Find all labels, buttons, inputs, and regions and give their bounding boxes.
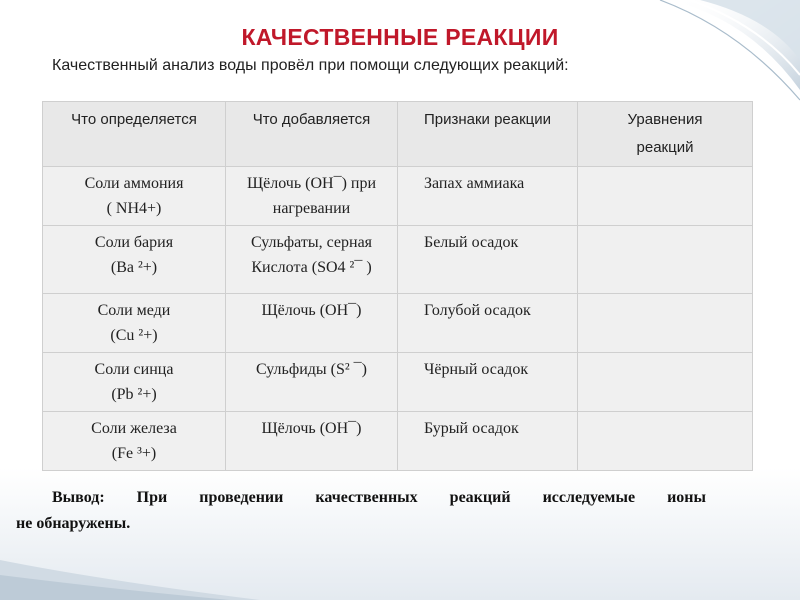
cell-equation (578, 353, 753, 412)
cell-substance: Соли меди (Cu ²+) (43, 294, 226, 353)
cell-sign: Запах аммиака (398, 167, 578, 226)
cell-substance: Соли синца (Pb ²+) (43, 353, 226, 412)
cell-substance: Соли бария (Ba ²+) (43, 226, 226, 294)
header-cell-determined: Что определяется (43, 102, 226, 167)
cell-equation (578, 294, 753, 353)
cell-reagent: Сульфаты, серная Кислота (SO4 ²¯ ) (226, 226, 398, 294)
cell-sign: Чёрный осадок (398, 353, 578, 412)
table-row (43, 226, 753, 294)
table-header-row (43, 102, 753, 167)
cell-equation (578, 412, 753, 471)
cell-equation (578, 226, 753, 294)
table-row (43, 412, 753, 471)
table-row (43, 353, 753, 412)
cell-reagent: Щёлочь (OH¯) при нагревании (226, 167, 398, 226)
cell-sign: Голубой осадок (398, 294, 578, 353)
header-cell-signs: Признаки реакции (398, 102, 578, 167)
header-cell-equations: Уравнения реакций (578, 102, 753, 167)
cell-substance: Соли железа (Fe ³+) (43, 412, 226, 471)
header-cell-added: Что добавляется (226, 102, 398, 167)
slide-subtitle: Качественный анализ воды провёл при помощи следующих реакций: (52, 57, 569, 74)
reactions-table (42, 101, 753, 471)
cell-sign: Бурый осадок (398, 412, 578, 471)
conclusion-text (16, 485, 706, 537)
corner-decoration-bottom-left (0, 530, 260, 600)
conclusion-line-2: не обнаружены. (16, 515, 131, 532)
corner-decoration-top-right (630, 0, 800, 110)
cell-reagent: Сульфиды (S² ¯) (226, 353, 398, 412)
cell-reagent: Щёлочь (OH¯) (226, 412, 398, 471)
cell-reagent: Щёлочь (OH¯) (226, 294, 398, 353)
cell-equation (578, 167, 753, 226)
conclusion-line-1: Вывод: При проведении качественных реакций исследуемые ионы (52, 489, 706, 506)
slide-title: КАЧЕСТВЕННЫЕ РЕАКЦИИ (241, 24, 559, 50)
table-row (43, 294, 753, 353)
table-row (43, 167, 753, 226)
cell-sign: Белый осадок (398, 226, 578, 294)
cell-substance: Соли аммония ( NH4+) (43, 167, 226, 226)
